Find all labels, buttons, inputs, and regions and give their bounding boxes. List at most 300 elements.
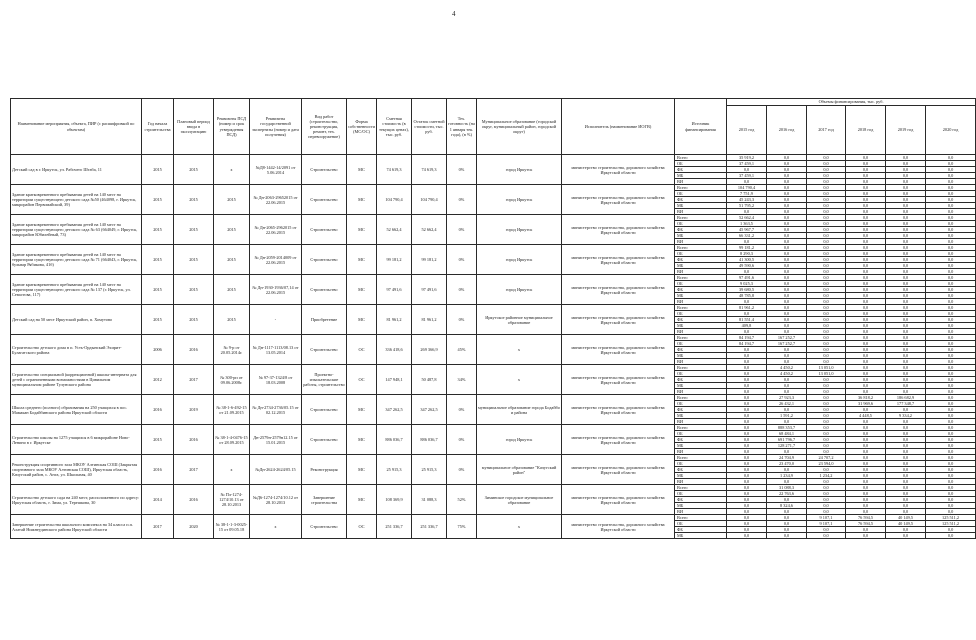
funding-value-cell: 45 967,7	[727, 227, 767, 233]
funding-source-cell: МБ	[675, 203, 727, 209]
funding-value-cell: 0,0	[846, 269, 886, 275]
page-number: 4	[452, 10, 456, 18]
funding-value-cell: 0,0	[807, 227, 846, 233]
funding-source-cell: МБ	[675, 233, 727, 239]
funding-source-cell: ОБ	[675, 251, 727, 257]
funding-source-cell: Всего	[675, 455, 727, 461]
funding-value-cell: 0,0	[886, 275, 926, 281]
funding-value-cell: 0,0	[767, 347, 807, 353]
funding-value-cell: 0,0	[846, 317, 886, 323]
funding-value-cell: 0,0	[767, 323, 807, 329]
commissioning-year: 2015	[174, 155, 214, 185]
funding-value-cell: 0,0	[886, 497, 926, 503]
funding-value-cell: 0,0	[846, 227, 886, 233]
funding-value-cell: 0,0	[926, 287, 976, 293]
start-year: 2016	[142, 395, 174, 425]
funding-value-cell: 0,0	[886, 419, 926, 425]
funding-source-cell: ОБ	[675, 521, 727, 527]
funding-value-cell: 0,0	[767, 179, 807, 185]
work-type: Строительство	[302, 155, 347, 185]
funding-source-cell: ОБ	[675, 341, 727, 347]
funding-value-cell: 0,0	[767, 497, 807, 503]
funding-value-cell: 0,0	[807, 239, 846, 245]
readiness: 75%	[447, 515, 477, 539]
funding-value-cell: 0,0	[807, 257, 846, 263]
start-year: 2015	[142, 425, 174, 455]
remaining-cost: 251 336,7	[412, 515, 447, 539]
funding-value-cell: 40 149,5	[886, 515, 926, 521]
funding-value-cell: 0,0	[926, 347, 976, 353]
psd-details: № Пл-1274-1274/10.13 от 28.10.2013	[214, 485, 250, 515]
funding-value-cell: 0,0	[926, 263, 976, 269]
funding-value-cell: 0,0	[727, 467, 767, 473]
funding-value-cell: 1 234,2	[807, 473, 846, 479]
work-type: Строительство	[302, 395, 347, 425]
start-year: 2015	[142, 275, 174, 305]
funding-value-cell: 0,0	[886, 317, 926, 323]
estimated-cost: 336 418,6	[377, 335, 412, 365]
funding-value-cell: 0,0	[926, 299, 976, 305]
funding-value-cell: 0,0	[926, 335, 976, 341]
funding-value-cell: 0,0	[807, 299, 846, 305]
funding-source-cell: МБ	[675, 263, 727, 269]
start-year: 2016	[142, 455, 174, 485]
funding-value-cell: 81 961,2	[727, 305, 767, 311]
funding-source-cell: Всего	[675, 245, 727, 251]
header-name: Наименование мероприятия, объекта, ПИР (с расшифровкой по объектам)	[11, 99, 142, 155]
funding-source-cell: ОБ	[675, 461, 727, 467]
psd-details: № 38-1-6-492-15 от 21.09.2015	[214, 395, 250, 425]
funding-value-cell: 0,0	[846, 287, 886, 293]
funding-value-cell: 0,0	[926, 491, 976, 497]
funding-value-cell: 0,0	[926, 275, 976, 281]
funding-value-cell: 52 662,4	[727, 215, 767, 221]
funding-value-cell: 0,0	[767, 239, 807, 245]
funding-value-cell: 0,0	[727, 449, 767, 455]
funding-value-cell: 0,0	[926, 245, 976, 251]
funding-value-cell: 0,0	[926, 359, 976, 365]
readiness: 0%	[447, 275, 477, 305]
funding-value-cell: 84 194,7	[727, 341, 767, 347]
municipality: город Иркутск	[477, 155, 562, 185]
funding-value-cell: 0,0	[926, 437, 976, 443]
funding-value-cell: 0,0	[886, 533, 926, 539]
funding-value-cell: 0,0	[767, 221, 807, 227]
funding-value-cell: 0,0	[807, 221, 846, 227]
funding-value-cell: 0,0	[886, 215, 926, 221]
funding-value-cell: 0,0	[807, 317, 846, 323]
funding-value-cell: 0,0	[846, 221, 886, 227]
funding-value-cell: 0,0	[767, 479, 807, 485]
funding-value-cell: 0,0	[886, 359, 926, 365]
funding-value-cell: 0,0	[926, 167, 976, 173]
expertise-details: № Дн-1117-1113/08.13 от 13.05.2014	[250, 335, 302, 365]
funding-value-cell: 0,0	[767, 407, 807, 413]
funding-value-cell: 0,0	[886, 179, 926, 185]
funding-value-cell: 0,0	[886, 203, 926, 209]
funding-source-cell: Всего	[675, 215, 727, 221]
funding-value-cell: 0,0	[846, 299, 886, 305]
funding-value-cell: 0,0	[846, 323, 886, 329]
funding-value-cell: 0,0	[807, 509, 846, 515]
funding-value-cell: 0,0	[727, 533, 767, 539]
funding-value-cell: 0,0	[846, 437, 886, 443]
funding-source-cell: Всего	[675, 185, 727, 191]
funding-value-cell: 0,0	[767, 467, 807, 473]
funding-value-cell: 0,0	[886, 371, 926, 377]
funding-value-cell: 0,0	[886, 251, 926, 257]
start-year: 2015	[142, 155, 174, 185]
funding-value-cell: 0,0	[807, 389, 846, 395]
header-executor: Исполнитель (наименование ИОГВ)	[562, 99, 675, 155]
funding-source-cell: ВИ	[675, 359, 727, 365]
funding-value-cell: 0,0	[846, 173, 886, 179]
funding-value-cell: 0,0	[926, 155, 976, 161]
ownership: МС	[347, 275, 377, 305]
financing-table	[10, 98, 976, 539]
funding-value-cell: 0,0	[767, 317, 807, 323]
municipality: муниципальное образование "Качугский район"	[477, 455, 562, 485]
funding-value-cell: 0,0	[727, 515, 767, 521]
funding-value-cell: 49 590,6	[727, 263, 767, 269]
project-name: Завершение строительства школьного комплекса на 34 класса п.п. Алатай Нижнеудинского района Иркутской области	[11, 515, 142, 539]
funding-value-cell: 0,0	[846, 203, 886, 209]
funding-value-cell: 0,0	[886, 161, 926, 167]
funding-value-cell: 0,0	[727, 377, 767, 383]
funding-value-cell: 37 459,1	[727, 161, 767, 167]
funding-value-cell: 7 751,9	[727, 191, 767, 197]
funding-value-cell: 4 450,2	[767, 371, 807, 377]
funding-value-cell: 0,0	[926, 389, 976, 395]
funding-value-cell: 0,0	[886, 389, 926, 395]
funding-source-cell: ВИ	[675, 299, 727, 305]
funding-source-cell: ФБ	[675, 317, 727, 323]
funding-value-cell: 0,0	[807, 263, 846, 269]
funding-source-cell: Всего	[675, 365, 727, 371]
funding-source-cell: ФБ	[675, 407, 727, 413]
funding-value-cell: 0,0	[926, 485, 976, 491]
funding-value-cell: 125 511,2	[926, 515, 976, 521]
funding-source-cell: ФБ	[675, 437, 727, 443]
municipality: город Иркутск	[477, 185, 562, 215]
estimated-cost: 251 336,7	[377, 515, 412, 539]
funding-value-cell: 0,0	[767, 245, 807, 251]
funding-value-cell: 0,0	[727, 329, 767, 335]
psd-details: х	[214, 155, 250, 185]
header-start-year: Год начала строительства	[142, 99, 174, 155]
funding-value-cell: 0,0	[807, 281, 846, 287]
remaining-cost: 269 366,9	[412, 335, 447, 365]
funding-value-cell: 167 252,7	[767, 335, 807, 341]
funding-source-cell: ВИ	[675, 329, 727, 335]
funding-value-cell: 24 707,2	[807, 455, 846, 461]
funding-value-cell: 0,0	[807, 233, 846, 239]
funding-value-cell: 0,0	[767, 215, 807, 221]
funding-value-cell: 0,0	[767, 527, 807, 533]
funding-source-cell: ФБ	[675, 527, 727, 533]
ownership: МС	[347, 185, 377, 215]
project-name: Строительство школы на 1275 учащихся в 6 микрорайоне Ново-Ленино в г. Иркутске	[11, 425, 142, 455]
project-name: Здание кратковременного пребывания детей на 140 мест на территории существующего детского сада №50 (464098, г. Иркутск, микрорайон Первомайский, 39)	[11, 185, 142, 215]
funding-value-cell: 0,0	[926, 365, 976, 371]
expertise-details: -	[250, 305, 302, 335]
municipality: Иркутское районное муниципальное образование	[477, 305, 562, 335]
header-expertise: Реквизиты государственной экспертизы (номер и дата получения)	[250, 99, 302, 155]
project-name: Здание кратковременного пребывания детей на 140 мест на территории существующего детского сада № 63 (664049, г. Иркутск, микрорайон Юбилейный, 73)	[11, 215, 142, 245]
funding-value-cell: 0,0	[767, 197, 807, 203]
funding-source-cell: Всего	[675, 485, 727, 491]
executor: министерство строительства, дорожного хозяйства Иркутской области	[562, 275, 675, 305]
funding-value-cell: 0,0	[807, 383, 846, 389]
funding-source-cell: ОБ	[675, 401, 727, 407]
funding-value-cell: 0,0	[926, 383, 976, 389]
funding-value-cell: 8 290,3	[727, 251, 767, 257]
funding-value-cell: 0,0	[767, 515, 807, 521]
funding-value-cell: 45 243,3	[727, 197, 767, 203]
funding-value-cell: 0,0	[846, 155, 886, 161]
readiness: 0%	[447, 395, 477, 425]
funding-source-cell: Всего	[675, 155, 727, 161]
funding-value-cell: 0,0	[846, 251, 886, 257]
start-year: 2006	[142, 335, 174, 365]
start-year: 2017	[142, 515, 174, 539]
funding-value-cell: 0,0	[926, 533, 976, 539]
funding-source-cell: ФБ	[675, 257, 727, 263]
funding-value-cell: 0,0	[767, 227, 807, 233]
funding-value-cell: 0,0	[767, 293, 807, 299]
funding-value-cell: 0,0	[886, 155, 926, 161]
funding-source-cell: МБ	[675, 443, 727, 449]
expertise-details: № Дн-2063-29652015 от 22.06.2015	[250, 185, 302, 215]
funding-value-cell: 0,0	[727, 383, 767, 389]
funding-value-cell: 0,0	[846, 407, 886, 413]
funding-value-cell: 0,0	[727, 365, 767, 371]
funding-value-cell: 0,0	[807, 401, 846, 407]
funding-value-cell: 8 324,6	[767, 503, 807, 509]
funding-value-cell: 0,0	[727, 491, 767, 497]
funding-value-cell: 31 969,6	[846, 401, 886, 407]
funding-value-cell: 37 459,1	[727, 173, 767, 179]
funding-value-cell: 0,0	[767, 389, 807, 395]
ownership: МС	[347, 485, 377, 515]
funding-value-cell: 0,0	[807, 209, 846, 215]
start-year: 2015	[142, 305, 174, 335]
funding-source-cell: МБ	[675, 413, 727, 419]
funding-value-cell: 0,0	[727, 407, 767, 413]
funding-value-cell: 0,0	[727, 437, 767, 443]
funding-value-cell: 0,0	[807, 311, 846, 317]
project-name: Строительство специальной (коррекционной) школы-интерната для детей с ограниченными возможностями в Цивильном муниципальном районе Тулунского района	[11, 365, 142, 395]
funding-value-cell: 99 181,2	[727, 245, 767, 251]
readiness: 0%	[447, 215, 477, 245]
funding-value-cell: 0,0	[926, 413, 976, 419]
executor: министерство строительства, дорожного хозяйства Иркутской области	[562, 245, 675, 275]
funding-value-cell: 0,0	[846, 455, 886, 461]
header-commissioning: Плановый период ввода в эксплуатацию	[174, 99, 214, 155]
funding-value-cell: 0,0	[926, 527, 976, 533]
funding-value-cell: 0,0	[846, 365, 886, 371]
ownership: МС	[347, 215, 377, 245]
funding-value-cell: 0,0	[727, 413, 767, 419]
funding-value-cell: 0,0	[767, 275, 807, 281]
executor: министерство строительства, дорожного хозяйства Иркутской области	[562, 395, 675, 425]
funding-value-cell: 0,0	[886, 257, 926, 263]
funding-source-cell: ФБ	[675, 197, 727, 203]
funding-value-cell: 0,0	[767, 383, 807, 389]
funding-value-cell: 0,0	[846, 191, 886, 197]
work-type: Завершение строительства	[302, 485, 347, 515]
funding-value-cell: 35 919,2	[727, 155, 767, 161]
funding-value-cell: 0,0	[846, 533, 886, 539]
funding-value-cell: 0,0	[846, 509, 886, 515]
funding-value-cell: 1 363,5	[727, 221, 767, 227]
funding-value-cell: 1 591,2	[767, 413, 807, 419]
remaining-cost: 99 181,2	[412, 245, 447, 275]
funding-value-cell: 0,0	[727, 509, 767, 515]
funding-value-cell: 0,0	[886, 293, 926, 299]
funding-value-cell: 0,0	[886, 287, 926, 293]
funding-value-cell: 4 448,5	[846, 413, 886, 419]
psd-details: 2015	[214, 305, 250, 335]
funding-value-cell: 0,0	[926, 191, 976, 197]
funding-value-cell: 0,0	[846, 473, 886, 479]
funding-value-cell: 0,0	[727, 455, 767, 461]
funding-value-cell: 0,0	[807, 341, 846, 347]
funding-source-cell: ФБ	[675, 167, 727, 173]
project-name: Реконструкция спортивного зала МКОУ Алтинская СОШ (Закрытая спортивного зала МКОУ Алтинская СОШ), Иркутская область, Качугский район, с. Анга, ул. Школьная, 40	[11, 455, 142, 485]
psd-details: № 38-1-1-3-0025-15 от 09.05.18	[214, 515, 250, 539]
funding-value-cell: 0,0	[926, 203, 976, 209]
estimated-cost: 104 790,4	[377, 185, 412, 215]
readiness: 0%	[447, 155, 477, 185]
table-row	[11, 455, 976, 461]
work-type: Проектно-изыскательские работы, строительство	[302, 365, 347, 395]
funding-value-cell: 0,0	[926, 227, 976, 233]
header-volumes: Объемы финансирования, тыс. руб.	[727, 99, 976, 106]
header-year: 2016 год	[767, 106, 807, 155]
funding-value-cell: 0,0	[886, 491, 926, 497]
funding-value-cell: 0,0	[767, 329, 807, 335]
funding-value-cell: 0,0	[926, 443, 976, 449]
header-work-type: Вид работ (строительство, реконструкция, ремонт, тех. перевооружение)	[302, 99, 347, 155]
readiness: 34%	[447, 365, 477, 395]
funding-source-cell: ВИ	[675, 179, 727, 185]
project-name: Детский сад на 50 мест Иркутский район, п. Хомутово	[11, 305, 142, 335]
header-psd: Реквизиты ПСД (номер и срок утверждения ПСД)	[214, 99, 250, 155]
funding-value-cell: 0,0	[846, 335, 886, 341]
funding-value-cell: 0,0	[807, 491, 846, 497]
funding-value-cell: 0,0	[727, 461, 767, 467]
funding-value-cell: 0,0	[767, 161, 807, 167]
funding-value-cell: 0,0	[807, 347, 846, 353]
funding-value-cell: 39 680,5	[727, 287, 767, 293]
funding-value-cell: 0,0	[807, 197, 846, 203]
funding-value-cell: 0,0	[886, 467, 926, 473]
start-year: 2012	[142, 365, 174, 395]
work-type: Строительство	[302, 245, 347, 275]
funding-value-cell: 186 682,9	[886, 395, 926, 401]
funding-value-cell: 128 271,7	[767, 443, 807, 449]
remaining-cost: 886 036,7	[412, 425, 447, 455]
funding-value-cell: 0,0	[807, 275, 846, 281]
remaining-cost: 52 662,4	[412, 215, 447, 245]
funding-value-cell: 51 795,2	[727, 203, 767, 209]
funding-value-cell: 0,0	[727, 431, 767, 437]
funding-value-cell: 0,0	[727, 485, 767, 491]
commissioning-year: 2016	[174, 425, 214, 455]
funding-value-cell: 0,0	[846, 167, 886, 173]
funding-value-cell: 0,0	[727, 395, 767, 401]
funding-value-cell: 0,0	[886, 425, 926, 431]
funding-value-cell: 0,0	[926, 251, 976, 257]
funding-value-cell: 0,0	[926, 305, 976, 311]
ownership: МС	[347, 455, 377, 485]
funding-value-cell: 0,0	[846, 461, 886, 467]
funding-value-cell: 0,0	[767, 251, 807, 257]
funding-value-cell: 0,0	[886, 269, 926, 275]
project-name: Школа среднего (полного) образования на 250 учащихся в пос. Мамакан Бодайбинского района Иркутской области	[11, 395, 142, 425]
municipality: х	[477, 515, 562, 539]
funding-value-cell: 0,0	[886, 173, 926, 179]
funding-value-cell: 0,0	[807, 245, 846, 251]
municipality: город Иркутск	[477, 215, 562, 245]
funding-value-cell: 0,0	[767, 509, 807, 515]
municipality: Зиминское городское муниципальное образование	[477, 485, 562, 515]
funding-value-cell: 0,0	[846, 281, 886, 287]
funding-source-cell: ВИ	[675, 239, 727, 245]
funding-value-cell: 409,8	[727, 323, 767, 329]
funding-value-cell: 0,0	[886, 209, 926, 215]
funding-value-cell: 76 594,5	[846, 521, 886, 527]
funding-value-cell: 0,0	[767, 281, 807, 287]
funding-value-cell: 0,0	[886, 485, 926, 491]
estimated-cost: 108 369,9	[377, 485, 412, 515]
expertise-details: х	[250, 515, 302, 539]
funding-value-cell: 0,0	[807, 497, 846, 503]
funding-value-cell: 0,0	[926, 269, 976, 275]
funding-value-cell: 0,0	[727, 503, 767, 509]
funding-value-cell: 0,0	[846, 341, 886, 347]
funding-value-cell: 0,0	[886, 509, 926, 515]
funding-value-cell: 0,0	[886, 353, 926, 359]
funding-value-cell: 0,0	[846, 425, 886, 431]
funding-value-cell: 0,0	[846, 479, 886, 485]
funding-value-cell: 0,0	[926, 209, 976, 215]
funding-value-cell: 0,0	[807, 185, 846, 191]
funding-value-cell: 691 796,7	[767, 437, 807, 443]
funding-value-cell: 0,0	[846, 347, 886, 353]
remaining-cost: 81 961,2	[412, 305, 447, 335]
estimated-cost: 81 961,2	[377, 305, 412, 335]
executor: министерство строительства, дорожного хозяйства Иркутской области	[562, 455, 675, 485]
funding-value-cell: 0,0	[886, 281, 926, 287]
funding-source-cell: МБ	[675, 293, 727, 299]
funding-value-cell: 0,0	[846, 293, 886, 299]
funding-value-cell: 0,0	[926, 455, 976, 461]
funding-source-cell: ВИ	[675, 509, 727, 515]
project-name: Строительство детского сада на 240 мест, расположенного по адресу: Иркутская область, г. Зима, ул. Терешкова, 30	[11, 485, 142, 515]
funding-value-cell: 0,0	[926, 377, 976, 383]
funding-value-cell: 0,0	[727, 311, 767, 317]
funding-value-cell: 0,0	[926, 401, 976, 407]
funding-source-cell: ФБ	[675, 467, 727, 473]
funding-value-cell: 0,0	[926, 509, 976, 515]
funding-value-cell: 0,0	[727, 359, 767, 365]
funding-value-cell: 0,0	[807, 449, 846, 455]
funding-value-cell: 9 025,3	[727, 281, 767, 287]
funding-value-cell: 167 252,7	[767, 341, 807, 347]
funding-value-cell: 0,0	[846, 233, 886, 239]
